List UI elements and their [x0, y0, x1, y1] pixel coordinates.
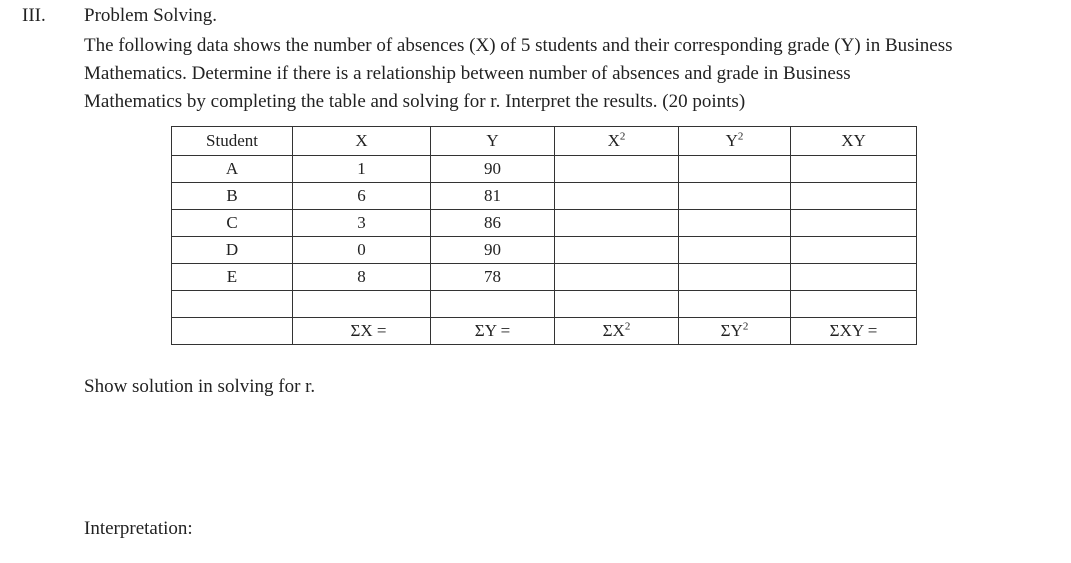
section-number: III. — [22, 5, 46, 26]
header-xy: XY — [791, 127, 917, 156]
x-cell: 0 — [293, 237, 431, 264]
y-squared-cell[interactable] — [679, 237, 791, 264]
sum-y-squared-cell[interactable] — [679, 318, 791, 345]
header-x: X — [293, 127, 431, 156]
section-title: Problem Solving. — [84, 5, 218, 26]
sum-label-cell — [172, 318, 293, 345]
empty-cell — [293, 291, 431, 318]
student-cell: E — [172, 264, 293, 291]
problem-line: Mathematics by completing the table and solving for r. Interpret the results. (20 points) — [84, 91, 746, 112]
y-squared-cell[interactable] — [679, 156, 791, 183]
y-cell: 90 — [431, 237, 555, 264]
superscript-2: 2 — [742, 320, 749, 333]
sum-y-cell[interactable]: ΣY = — [431, 318, 555, 345]
sum-x-squared-cell[interactable] — [555, 318, 679, 345]
student-cell: C — [172, 210, 293, 237]
sum-x-cell[interactable]: ΣX = — [293, 318, 431, 345]
y-squared-cell[interactable] — [679, 183, 791, 210]
sum-row — [172, 318, 917, 345]
superscript-2: 2 — [619, 130, 626, 143]
y-cell: 86 — [431, 210, 555, 237]
sum-xy-cell[interactable]: ΣXY = — [791, 318, 917, 345]
data-table — [171, 126, 917, 345]
header-x-squared — [555, 127, 679, 156]
empty-row — [172, 291, 917, 318]
empty-cell — [555, 291, 679, 318]
x-squared-cell[interactable] — [555, 183, 679, 210]
empty-cell — [172, 291, 293, 318]
x-squared-cell[interactable] — [555, 210, 679, 237]
x-cell: 8 — [293, 264, 431, 291]
y-cell: 90 — [431, 156, 555, 183]
empty-cell — [791, 291, 917, 318]
problem-line: Mathematics. Determine if there is a relationship between number of absences and grade in Business — [84, 63, 851, 84]
x-cell: 1 — [293, 156, 431, 183]
table-header-row — [172, 127, 917, 156]
table-row — [172, 264, 917, 291]
x-squared-cell[interactable] — [555, 156, 679, 183]
table-row — [172, 237, 917, 264]
xy-cell[interactable] — [791, 237, 917, 264]
solution-label: Show solution in solving for r. — [84, 376, 316, 397]
header-y: Y — [431, 127, 555, 156]
empty-cell — [679, 291, 791, 318]
x-squared-cell[interactable] — [555, 237, 679, 264]
interpretation-label: Interpretation: — [84, 518, 193, 539]
y-cell: 81 — [431, 183, 555, 210]
empty-cell — [431, 291, 555, 318]
sum-x-squared-base: ΣX — [602, 321, 625, 340]
problem-line: The following data shows the number of absences (X) of 5 students and their corresponding grade (Y) in Business — [84, 35, 953, 56]
table-row — [172, 210, 917, 237]
header-y-squared-base: Y — [725, 131, 738, 150]
header-student: Student — [172, 127, 293, 156]
problem-statement — [84, 32, 1069, 116]
table-row — [172, 183, 917, 210]
xy-cell[interactable] — [791, 210, 917, 237]
sum-y-squared-base: ΣY — [720, 321, 743, 340]
student-cell: D — [172, 237, 293, 264]
student-cell: B — [172, 183, 293, 210]
xy-cell[interactable] — [791, 183, 917, 210]
header-x-squared-base: X — [607, 131, 620, 150]
y-cell: 78 — [431, 264, 555, 291]
x-cell: 6 — [293, 183, 431, 210]
x-squared-cell[interactable] — [555, 264, 679, 291]
xy-cell[interactable] — [791, 156, 917, 183]
superscript-2: 2 — [624, 320, 631, 333]
x-cell: 3 — [293, 210, 431, 237]
student-cell: A — [172, 156, 293, 183]
y-squared-cell[interactable] — [679, 264, 791, 291]
y-squared-cell[interactable] — [679, 210, 791, 237]
table-row — [172, 156, 917, 183]
xy-cell[interactable] — [791, 264, 917, 291]
superscript-2: 2 — [737, 130, 744, 143]
header-y-squared — [679, 127, 791, 156]
